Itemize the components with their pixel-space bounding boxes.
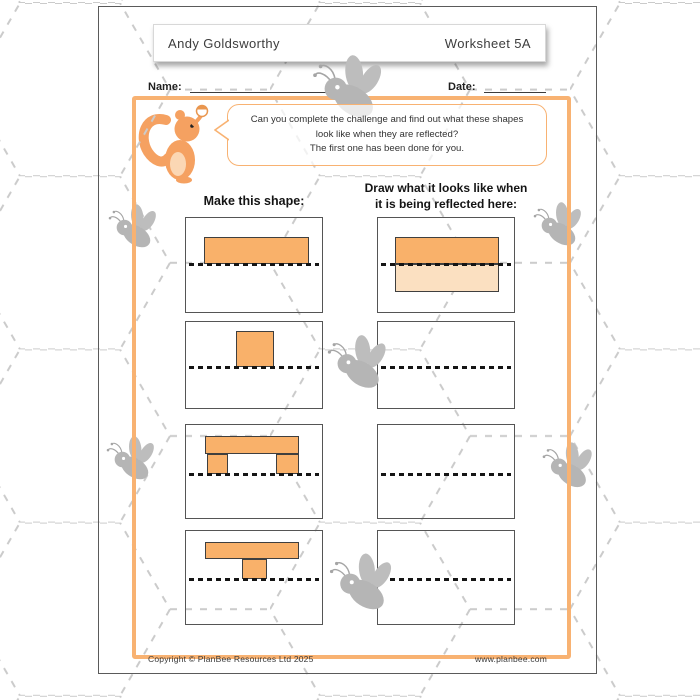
shape-rect bbox=[236, 331, 274, 367]
shape-rect bbox=[276, 454, 299, 474]
mirror-line bbox=[381, 263, 511, 266]
source-shape-box-row-3 bbox=[185, 424, 323, 519]
shape-rect bbox=[207, 454, 228, 474]
website-text: www.planbee.com bbox=[475, 654, 547, 664]
mirror-line bbox=[189, 263, 319, 266]
reflection-box-row-2[interactable] bbox=[377, 321, 515, 409]
column-heading-draw-line1: Draw what it looks like when bbox=[364, 181, 528, 195]
column-heading-make-shape: Make this shape: bbox=[203, 194, 305, 208]
column-heading-draw-reflection bbox=[353, 181, 539, 212]
source-shape-box-row-4 bbox=[185, 530, 323, 625]
reflected-shape-rect bbox=[395, 264, 499, 292]
name-label: Name: bbox=[148, 81, 182, 93]
copyright-text: Copyright © PlanBee Resources Ltd 2025 bbox=[148, 654, 314, 664]
mirror-line bbox=[381, 578, 511, 581]
speech-bubble bbox=[227, 104, 547, 166]
worksheet-number: Worksheet 5A bbox=[444, 35, 531, 51]
mirror-line bbox=[381, 473, 511, 476]
source-shape-box-row-2 bbox=[185, 321, 323, 409]
speech-bubble-line2: look like when they are reflected? bbox=[315, 128, 459, 140]
shape-rect bbox=[395, 237, 499, 264]
speech-bubble-line3: The first one has been done for you. bbox=[309, 143, 465, 155]
shape-rect bbox=[204, 237, 309, 264]
reflection-box-row-1 bbox=[377, 217, 515, 313]
shape-rect bbox=[205, 542, 299, 559]
mirror-line bbox=[189, 473, 319, 476]
bee-icon bbox=[328, 550, 400, 616]
mirror-line bbox=[189, 366, 319, 369]
date-input-line[interactable] bbox=[484, 80, 546, 93]
source-shape-box-row-1 bbox=[185, 217, 323, 313]
shape-rect bbox=[205, 436, 299, 454]
mirror-line bbox=[381, 366, 511, 369]
mirror-line bbox=[189, 578, 319, 581]
column-heading-draw-line2: it is being reflected here: bbox=[374, 196, 518, 211]
header-title: Andy Goldsworthy bbox=[168, 35, 280, 51]
speech-bubble-tail bbox=[214, 119, 229, 141]
speech-bubble-line1: Can you complete the challenge and find out what these shapes bbox=[250, 114, 524, 126]
date-label: Date: bbox=[448, 81, 476, 93]
reflection-box-row-3[interactable] bbox=[377, 424, 515, 519]
bee-icon bbox=[326, 330, 394, 396]
shape-rect bbox=[242, 559, 267, 579]
